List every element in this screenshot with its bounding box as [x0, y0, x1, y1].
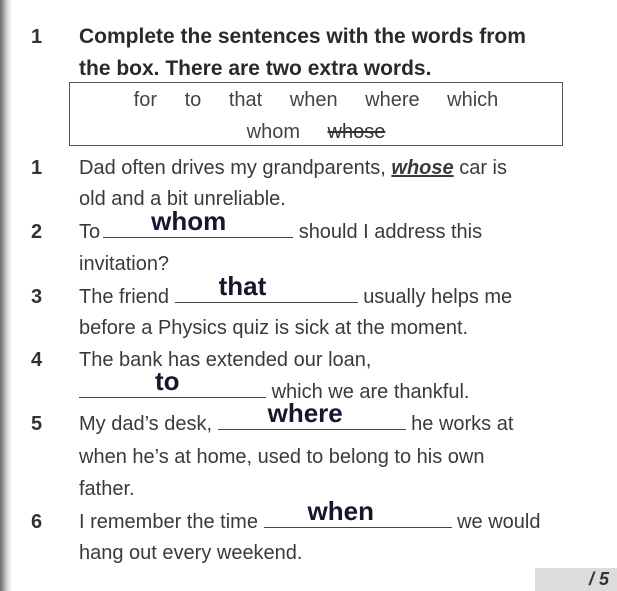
item-5-line-2: when he’s at home, used to belong to his own [79, 446, 485, 468]
item-4-answer-blank[interactable] [79, 366, 266, 398]
word-box-word-crossed-out: whose [327, 121, 386, 143]
item-1-line-1 [79, 157, 507, 180]
item-3-answer-blank[interactable] [175, 271, 358, 303]
item-6-answer-blank[interactable] [264, 496, 452, 528]
word-box-word: which [447, 89, 499, 111]
item-2-handwritten-answer: whom [151, 206, 227, 236]
item-4-text-after: which we are thankful. [271, 381, 470, 403]
item-5-text-after: he works at [411, 413, 514, 435]
item-1-text-after: car is [459, 157, 507, 179]
instruction-line-1: Complete the sentences with the words from [79, 25, 526, 48]
instruction-line-2: the box. There are two extra words. [79, 57, 432, 80]
page-edge-shadow [0, 0, 12, 591]
word-box-word: to [184, 89, 202, 111]
item-5-line-1 [79, 398, 514, 436]
item-number: 3 [31, 286, 43, 308]
item-3-text-before: The friend [79, 286, 170, 308]
item-5-text-before: My dad’s desk, [79, 413, 213, 435]
score-label: / 5 [588, 569, 609, 589]
item-2-line-1 [79, 206, 483, 244]
item-4-line-1: The bank has extended our loan, [79, 349, 372, 371]
word-box-row-2 [70, 121, 562, 144]
item-number: 2 [31, 221, 43, 243]
item-2-answer-blank[interactable] [103, 206, 293, 238]
item-number: 1 [31, 157, 43, 179]
item-5-answer-blank[interactable] [218, 398, 406, 430]
item-2-text-before: To [79, 221, 101, 243]
item-number: 5 [31, 413, 43, 435]
exercise-number: 1 [31, 26, 43, 48]
item-6-text-before: I remember the time [79, 511, 258, 533]
word-box-word: when [289, 89, 338, 111]
word-box-row-1 [70, 89, 562, 112]
item-6-line-2: hang out every weekend. [79, 542, 303, 564]
item-number: 6 [31, 511, 43, 533]
item-6-handwritten-answer: when [307, 496, 374, 526]
word-box-word: whom [246, 121, 300, 143]
item-4-handwritten-answer: to [155, 366, 180, 396]
item-2-line-2: invitation? [79, 253, 170, 275]
item-3-text-after: usually helps me [363, 286, 513, 308]
item-3-handwritten-answer: that [218, 271, 267, 301]
word-box-word: that [228, 89, 263, 111]
item-1-text-before: Dad often drives my grandparents, [79, 157, 386, 179]
item-5-handwritten-answer: where [267, 398, 343, 428]
item-1-line-2: old and a bit unreliable. [79, 188, 286, 210]
word-box-word: where [365, 89, 420, 111]
item-3-line-1 [79, 271, 513, 309]
item-2-text-after: should I address this [298, 221, 483, 243]
item-5-line-3: father. [79, 478, 135, 500]
item-6-line-1 [79, 496, 541, 534]
item-1-example-word: whose [391, 157, 454, 179]
item-number: 4 [31, 349, 43, 371]
item-6-text-after: we would [457, 511, 541, 533]
word-box-word: for [133, 89, 158, 111]
score-box [535, 568, 617, 591]
item-3-line-2: before a Physics quiz is sick at the moment. [79, 317, 469, 339]
word-box [69, 82, 563, 146]
